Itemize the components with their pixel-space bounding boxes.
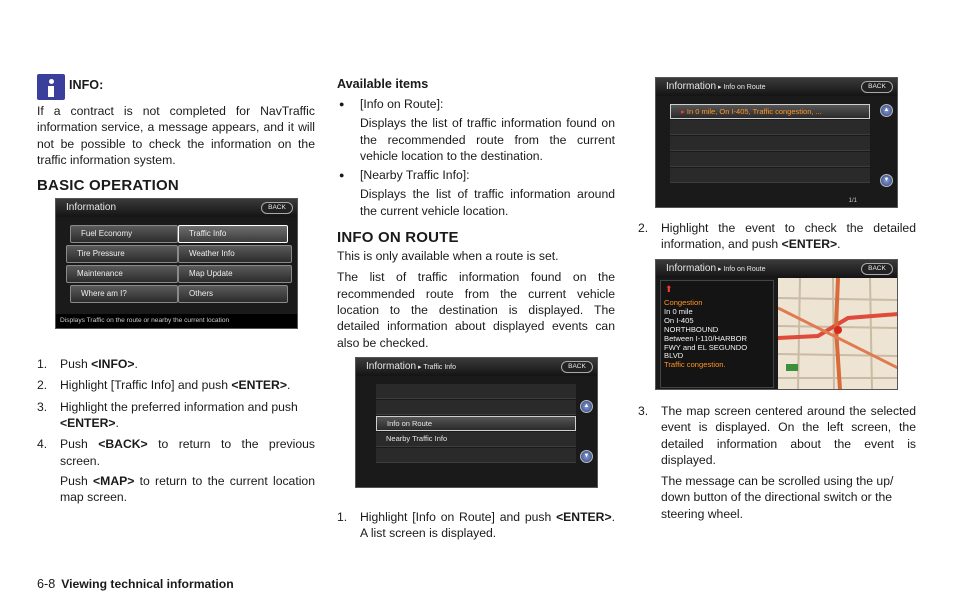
info-title: INFO: — [69, 78, 104, 92]
event-row[interactable]: ▸ In 0 mile, On I-405, Traffic congestion, ... — [670, 104, 870, 119]
info-on-route-heading: INFO ON ROUTE — [337, 229, 459, 247]
page-footer — [37, 577, 234, 591]
screen-header: Information ▸ Traffic Info — [356, 358, 597, 376]
page-number: 6-8 — [37, 577, 56, 591]
empty-row — [670, 152, 870, 167]
available-items-heading: Available items — [337, 77, 429, 91]
basic-step-3: 3. Highlight the preferred information and push <ENTER>. — [37, 399, 298, 431]
event-arrow-icon: ⬆ — [665, 284, 673, 294]
detail-step-3: 3. The map screen centered around the selected event is displayed. On the left screen, the detailed information about the event is displayed. — [638, 404, 916, 467]
detail-step-3-extra: The message can be scrolled using the up/ down button of the directional switch or the steering wheel. — [661, 474, 894, 521]
back-button[interactable]: BACK — [861, 263, 893, 275]
basic-operation-heading: BASIC OPERATION — [37, 177, 179, 195]
basic-step-2: 2. Highlight [Traffic Info] and push <ENTER>. — [37, 378, 291, 393]
empty-row — [670, 168, 870, 183]
info-on-route-list-screen — [655, 77, 898, 208]
scroll-up-icon[interactable]: ▲ — [580, 400, 593, 413]
info-on-route-para-1: This is only available when a route is set. — [337, 249, 559, 264]
menu-fuel-economy[interactable]: Fuel Economy — [70, 225, 178, 243]
map-view[interactable] — [778, 278, 898, 390]
item-nearby-traffic-info[interactable]: Nearby Traffic Info — [376, 432, 576, 447]
info-text: If a contract is not completed for NavTraffic information service, a message appears, and it will not be possible to check the information on the traffic information system. — [37, 104, 315, 167]
menu-traffic-info[interactable]: Traffic Info — [178, 225, 288, 243]
empty-row — [376, 384, 576, 399]
info-on-route-para-2: The list of traffic information found on the recommended route from the current vehicle location to the destination is displayed. The detailed information about displayed events can also be checked. — [337, 270, 615, 350]
empty-row — [670, 120, 870, 135]
screen-header: Information — [56, 199, 297, 217]
menu-maintenance[interactable]: Maintenance — [66, 265, 178, 283]
available-item-1-desc: Displays the list of traffic information found on the recommended route from the current vehicle location to the destination. — [360, 116, 615, 163]
information-menu-screen — [55, 198, 298, 329]
back-button[interactable]: BACK — [861, 81, 893, 93]
footer-title: Viewing technical information — [61, 577, 234, 591]
available-item-2: ● [Nearby Traffic Info]: — [339, 168, 470, 183]
item-info-on-route[interactable]: Info on Route — [376, 416, 576, 431]
menu-weather-info[interactable]: Weather Info — [178, 245, 292, 263]
scroll-up-icon[interactable]: ▲ — [880, 104, 893, 117]
scroll-down-icon[interactable]: ▼ — [880, 174, 893, 187]
detail-text: Congestion In 0 mile On I-405 NORTHBOUND Between I-110/HARBOR FWY and EL SEGUNDO BLVD Traffic congestion. — [664, 298, 748, 370]
empty-row — [670, 136, 870, 151]
status-bar: Displays Traffic on the route or nearby the current location — [56, 314, 297, 328]
basic-step-4-extra: Push <MAP> to return to the current location map screen. — [60, 473, 315, 505]
available-item-1: ● [Info on Route]: — [339, 97, 444, 111]
back-button[interactable]: BACK — [261, 202, 293, 214]
scroll-down-icon[interactable]: ▼ — [580, 450, 593, 463]
back-button[interactable]: BACK — [561, 361, 593, 373]
event-detail-screen — [655, 259, 898, 390]
basic-step-4: 4. Push <BACK> to return to the previous screen. — [37, 437, 315, 468]
empty-row — [376, 448, 576, 463]
menu-others[interactable]: Others — [178, 285, 288, 303]
route-step-1: 1. Highlight [Info on Route] and push <ENTER>. A list screen is displayed. — [337, 509, 615, 541]
column-3-step-3 — [638, 403, 916, 522]
column-3-step-2 — [638, 220, 916, 253]
map-roads — [778, 278, 898, 390]
menu-tire-pressure[interactable]: Tire Pressure — [66, 245, 178, 263]
available-item-2-desc: Displays the list of traffic information around the current vehicle location. — [360, 187, 615, 218]
screen-header: Information ▸ Info on Route — [656, 260, 897, 278]
traffic-info-screen — [355, 357, 598, 488]
screen-header: Information ▸ Info on Route — [656, 78, 897, 96]
page-indicator: 1/1 — [848, 198, 857, 204]
basic-step-1: 1. Push <INFO>. — [37, 357, 138, 372]
info-box — [37, 74, 315, 100]
menu-map-update[interactable]: Map Update — [178, 265, 292, 283]
menu-where-am-i[interactable]: Where am I? — [70, 285, 178, 303]
info-icon — [37, 74, 65, 100]
empty-row — [376, 400, 576, 415]
detail-step-2: 2. Highlight the event to check the detailed information, and push <ENTER>. — [638, 221, 916, 252]
